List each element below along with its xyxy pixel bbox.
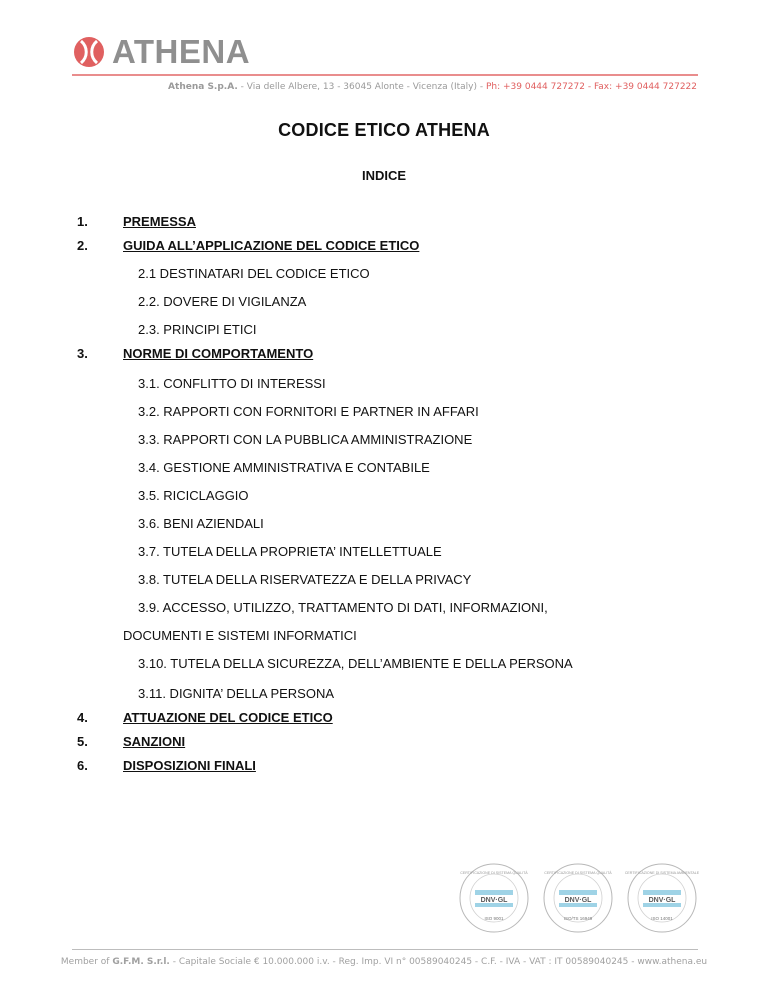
toc-sub-item[interactable]: 2.3. PRINCIPI ETICI [138, 322, 257, 337]
header-divider [72, 74, 698, 76]
header-company-info [168, 82, 697, 92]
cert-mark: DNV·GL [648, 897, 676, 904]
header-phone: Ph: +39 0444 727272 - Fax: +39 0444 727222 [485, 82, 697, 92]
toc-sub-item[interactable]: 3.4. GESTIONE AMMINISTRATIVA E CONTABILE [138, 460, 430, 475]
toc-link-norme[interactable]: NORME DI COMPORTAMENTO [123, 346, 314, 361]
certification-seals [455, 860, 705, 936]
toc-number: 6. [77, 758, 88, 773]
header-company-name: Athena S.p.A. [168, 82, 238, 92]
toc-sub-item-continued[interactable]: DOCUMENTI E SISTEMI INFORMATICI [123, 628, 357, 643]
certification-seal-icon [455, 860, 533, 936]
toc-number: 5. [77, 734, 88, 749]
toc-sub-item[interactable]: 3.7. TUTELA DELLA PROPRIETA’ INTELLETTUALE [138, 544, 442, 559]
index-heading: INDICE [361, 168, 407, 183]
cert-mark: DNV·GL [480, 897, 508, 904]
toc-sub-item[interactable]: 3.3. RAPPORTI CON LA PUBBLICA AMMINISTRAZIONE [138, 432, 473, 447]
toc-link-sanzioni[interactable]: SANZIONI [123, 734, 186, 749]
toc-link-guida[interactable]: GUIDA ALL’APPLICAZIONE DEL CODICE ETICO [123, 238, 420, 253]
toc-sub-item[interactable]: 2.1 DESTINATARI DEL CODICE ETICO [138, 266, 370, 281]
footer-details: - Capitale Sociale € 10.000.000 i.v. - Reg. Imp. VI n° 00589040245 - C.F. - IVA - VAT : IT 00589040245 - www.athena.eu [169, 957, 708, 967]
footer-divider [72, 949, 698, 950]
toc-sub-item[interactable]: 3.8. TUTELA DELLA RISERVATEZZA E DELLA PRIVACY [138, 572, 472, 587]
cert-standard: ISO 14001 [651, 916, 673, 921]
toc-sub-item[interactable]: 3.9. ACCESSO, UTILIZZO, TRATTAMENTO DI DATI, INFORMAZIONI, [138, 600, 548, 615]
footer-company-info [0, 957, 768, 967]
cert-standard: ISO/TS 16949 [563, 916, 593, 921]
toc-link-disposizioni[interactable]: DISPOSIZIONI FINALI [123, 758, 256, 773]
toc-link-premessa[interactable]: PREMESSA [123, 214, 196, 229]
cert-ring-text: CERTIFICAZIONE DI SISTEMA AMBIENTALE [624, 871, 700, 875]
toc-number: 3. [77, 346, 88, 361]
cert-ring-text: CERTIFICAZIONE DI SISTEMA QUALITÀ [460, 871, 528, 875]
company-logo [72, 34, 250, 70]
toc-sub-item[interactable]: 3.5. RICICLAGGIO [138, 488, 249, 503]
certification-seal-icon [623, 860, 701, 936]
toc-sub-item[interactable]: 3.2. RAPPORTI CON FORNITORI E PARTNER IN AFFARI [138, 404, 479, 419]
cert-mark: DNV·GL [564, 897, 592, 904]
toc-sub-item[interactable]: 3.10. TUTELA DELLA SICUREZZA, DELL’AMBIENTE E DELLA PERSONA [138, 656, 573, 671]
toc-sub-item[interactable]: 3.11. DIGNITA’ DELLA PERSONA [138, 686, 335, 701]
toc-sub-item[interactable]: 2.2. DOVERE DI VIGILANZA [138, 294, 307, 309]
toc-number: 4. [77, 710, 88, 725]
toc-link-attuazione[interactable]: ATTUAZIONE DEL CODICE ETICO [123, 710, 333, 725]
cert-standard: ISO 9001 [484, 916, 504, 921]
athena-logo-icon [72, 35, 106, 69]
logo-wordmark: ATHENA [112, 33, 251, 70]
toc-sub-item[interactable]: 3.6. BENI AZIENDALI [138, 516, 264, 531]
header-address: - Via delle Albere, 13 - 36045 Alonte - Vicenza (Italy) - [237, 82, 486, 92]
certification-seal-icon [539, 860, 617, 936]
toc-number: 2. [77, 238, 88, 253]
toc-sub-item[interactable]: 3.1. CONFLITTO DI INTERESSI [138, 376, 326, 391]
document-title: CODICE ETICO ATHENA [278, 120, 490, 140]
footer-prefix: Member of [60, 957, 113, 967]
footer-group-name: G.F.M. S.r.l. [112, 957, 170, 967]
cert-ring-text: CERTIFICAZIONE DI SISTEMA QUALITÀ [544, 871, 612, 875]
toc-number: 1. [77, 214, 88, 229]
